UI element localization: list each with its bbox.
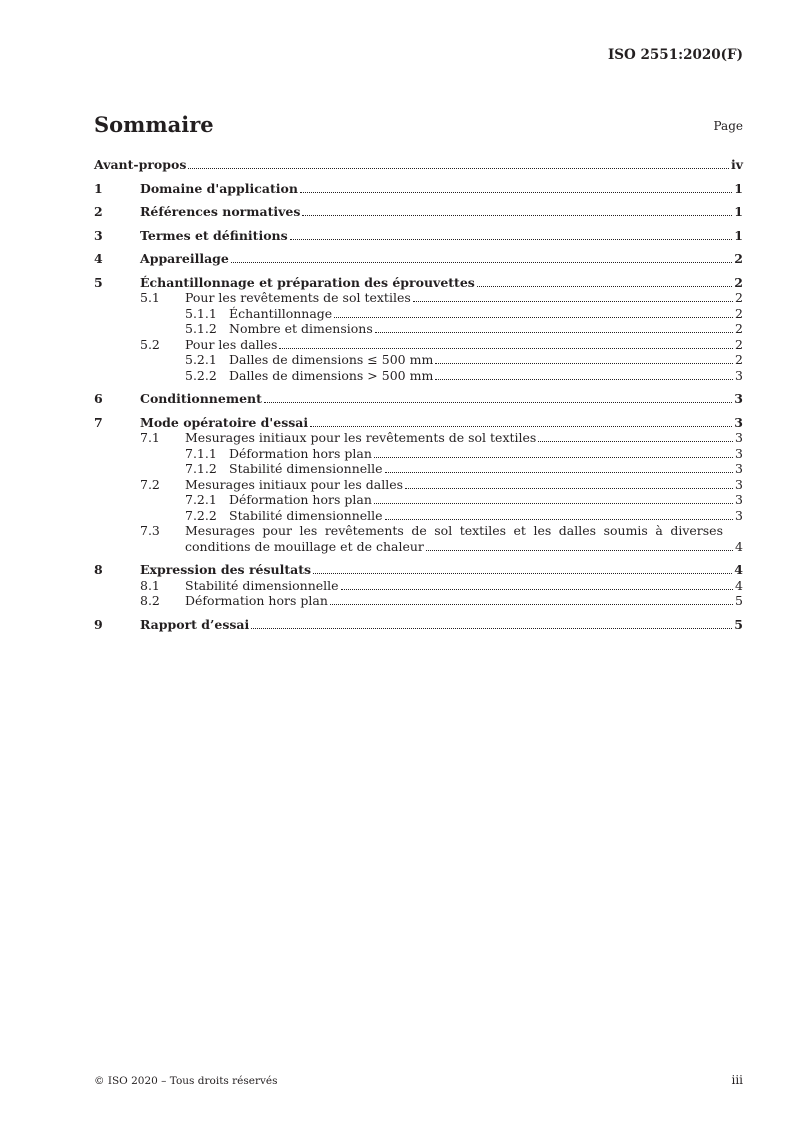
toc-entry-number: 7	[94, 414, 103, 430]
toc-entry-page: 3	[734, 414, 743, 430]
toc-entry-5-1[interactable]	[94, 290, 743, 306]
toc-entry-text: Domaine d'application	[140, 180, 298, 196]
toc-entry-text: Stabilité dimensionnelle	[185, 577, 339, 593]
page-title: Sommaire	[94, 112, 214, 137]
toc-entry-text: Pour les revêtements de sol textiles	[185, 290, 411, 305]
toc-entry-text: Mode opératoire d'essai	[140, 414, 309, 430]
toc-entry-page: 5	[735, 593, 743, 608]
leader-dots	[251, 628, 732, 629]
leader-dots	[330, 604, 733, 605]
toc-entry-number: 7.2.1	[185, 492, 217, 507]
toc-entry-page: 2	[735, 290, 743, 305]
toc-entry-number: 7.1	[140, 430, 160, 445]
leader-dots	[313, 573, 732, 574]
leader-dots	[334, 317, 733, 318]
toc-entry-number: 5.1.2	[185, 321, 217, 336]
toc-entry-7-2[interactable]	[94, 477, 743, 493]
toc-entry-page: 2	[734, 274, 743, 290]
toc-entry-7-1-1[interactable]	[94, 446, 743, 462]
toc-entry-text: Avant-propos	[94, 157, 187, 172]
document-id: ISO 2551:2020(F)	[607, 47, 743, 63]
toc-entry-number: 8	[94, 562, 103, 577]
toc-entry-number: 3	[94, 227, 103, 243]
leader-dots	[405, 488, 733, 489]
copyright-notice: © ISO 2020 – Tous droits réservés	[94, 1075, 278, 1087]
toc-entry-number: 9	[94, 616, 103, 632]
toc-entry-7-3[interactable]	[94, 523, 743, 554]
toc-entry-4[interactable]	[94, 251, 743, 267]
toc-entry-text: Dalles de dimensions ≤ 500 mm	[229, 352, 434, 367]
toc-entry-text: Stabilité dimensionnelle	[229, 461, 383, 476]
toc-entry-3[interactable]	[94, 228, 743, 244]
toc-entry-text: Déformation hors plan	[185, 593, 328, 608]
toc-entry-number: 7.3	[140, 523, 160, 538]
leader-dots	[231, 262, 732, 263]
toc-entry-page: 2	[735, 352, 743, 367]
toc-entry-text: Pour les dalles	[185, 336, 278, 352]
toc-entry-text: Mesurages initiaux pour les dalles	[185, 476, 404, 492]
toc-entry-number: 4	[94, 251, 103, 266]
toc-entry-page: 4	[734, 562, 743, 577]
leader-dots	[264, 402, 732, 403]
toc-entry-page: 3	[735, 492, 743, 507]
toc-entry-page: 5	[734, 616, 743, 632]
toc-entry-text: Dalles de dimensions > 500 mm	[229, 367, 434, 383]
toc-entry-number: 7.2	[140, 476, 160, 492]
leader-dots	[374, 503, 733, 504]
toc-entry-8[interactable]	[94, 562, 743, 578]
toc-entry-7-1-2[interactable]	[94, 461, 743, 477]
toc-entry-text-line2: conditions de mouillage et de chaleur	[185, 538, 424, 554]
leader-dots	[302, 215, 732, 216]
toc-entry-text: Mesurages initiaux pour les revêtements de sol textiles	[185, 430, 537, 445]
leader-dots	[385, 519, 733, 520]
toc-entry-7-1[interactable]	[94, 430, 743, 446]
toc-entry-text: Déformation hors plan	[229, 492, 372, 507]
toc-entry-text: Échantillonnage	[229, 305, 333, 321]
leader-dots	[413, 301, 733, 302]
toc-entry-foreword[interactable]	[94, 157, 743, 173]
toc-entry-8-2[interactable]	[94, 593, 743, 609]
leader-dots	[385, 472, 733, 473]
toc-entry-number: 8.1	[140, 577, 160, 593]
leader-dots	[435, 363, 733, 364]
toc-entry-page: 4	[735, 538, 743, 554]
leader-dots	[279, 348, 733, 349]
toc-entry-5[interactable]	[94, 275, 743, 291]
toc-entry-number: 5.1	[140, 290, 160, 305]
page-column-label: Page	[713, 119, 743, 133]
toc-entry-8-1[interactable]	[94, 578, 743, 594]
toc-entry-number: 5.2.1	[185, 352, 217, 367]
toc-entry-text: Rapport d’essai	[140, 616, 250, 632]
toc-entry-text: Conditionnement	[140, 391, 262, 406]
leader-dots	[435, 379, 733, 380]
toc-entry-5-2-2[interactable]	[94, 368, 743, 384]
toc-entry-page: 4	[735, 577, 743, 593]
leader-dots	[477, 286, 732, 287]
toc-entry-number: 1	[94, 180, 103, 196]
toc-entry-number: 5.2.2	[185, 367, 217, 383]
toc-entry-page: 2	[735, 321, 743, 336]
toc-entry-number: 6	[94, 391, 103, 406]
toc-entry-number: 7.1.2	[185, 461, 217, 476]
leader-dots	[375, 332, 733, 333]
toc-entry-number: 7.2.2	[185, 507, 217, 523]
toc-entry-page: 3	[735, 507, 743, 523]
toc-entry-number: 7.1.1	[185, 445, 217, 461]
toc-entry-text: Références normatives	[140, 204, 301, 219]
leader-dots	[188, 168, 729, 169]
toc-entry-5-2-1[interactable]	[94, 352, 743, 368]
leader-dots	[426, 550, 733, 551]
toc-entry-page: 2	[734, 251, 743, 266]
toc-entry-page: 3	[735, 445, 743, 461]
toc-entry-page: 3	[735, 367, 743, 383]
toc-entry-number: 5.2	[140, 336, 160, 352]
toc-entry-page: 1	[734, 180, 743, 196]
toc-entry-5-1-1[interactable]	[94, 306, 743, 322]
toc-entry-number: 8.2	[140, 593, 160, 608]
leader-dots	[310, 426, 732, 427]
toc-entry-number: 5.1.1	[185, 305, 217, 321]
toc-entry-1[interactable]	[94, 181, 743, 197]
leader-dots	[341, 589, 733, 590]
leader-dots	[538, 441, 733, 442]
toc-entry-text: Déformation hors plan	[229, 445, 372, 461]
toc-entry-5-2[interactable]	[94, 337, 743, 353]
toc-entry-7[interactable]	[94, 415, 743, 431]
toc-entry-6[interactable]	[94, 391, 743, 407]
toc-entry-7-2-1[interactable]	[94, 492, 743, 508]
toc-entry-page: 2	[735, 305, 743, 321]
toc-entry-text: Stabilité dimensionnelle	[229, 507, 383, 523]
toc-entry-page: 3	[735, 461, 743, 476]
toc-entry-text: Expression des résultats	[140, 562, 312, 577]
leader-dots	[300, 192, 732, 193]
toc-entry-page: 3	[735, 430, 743, 445]
toc-entry-2[interactable]	[94, 204, 743, 220]
toc-entry-number: 2	[94, 204, 103, 219]
toc-entry-9[interactable]	[94, 617, 743, 633]
toc-entry-page: 1	[734, 204, 743, 219]
toc-entry-page: 1	[734, 227, 743, 243]
page-number: iii	[731, 1073, 743, 1087]
toc-entry-text: Termes et définitions	[140, 227, 288, 243]
toc-entry-7-2-2[interactable]	[94, 508, 743, 524]
table-of-contents	[94, 157, 743, 632]
leader-dots	[374, 457, 733, 458]
toc-entry-page: 3	[735, 476, 743, 492]
toc-entry-text: Échantillonnage et préparation des éprouvettes	[140, 274, 475, 290]
toc-entry-5-1-2[interactable]	[94, 321, 743, 337]
toc-entry-page: iv	[730, 157, 743, 172]
toc-entry-text: Nombre et dimensions	[229, 321, 373, 336]
toc-entry-text: Appareillage	[140, 251, 229, 266]
leader-dots	[290, 239, 733, 240]
toc-entry-text-line1: Mesurages pour les revêtements de sol textiles et les dalles soumis à diverses	[185, 523, 723, 538]
toc-entry-page: 3	[734, 391, 743, 406]
toc-entry-page: 2	[735, 336, 743, 352]
toc-entry-number: 5	[94, 274, 103, 290]
